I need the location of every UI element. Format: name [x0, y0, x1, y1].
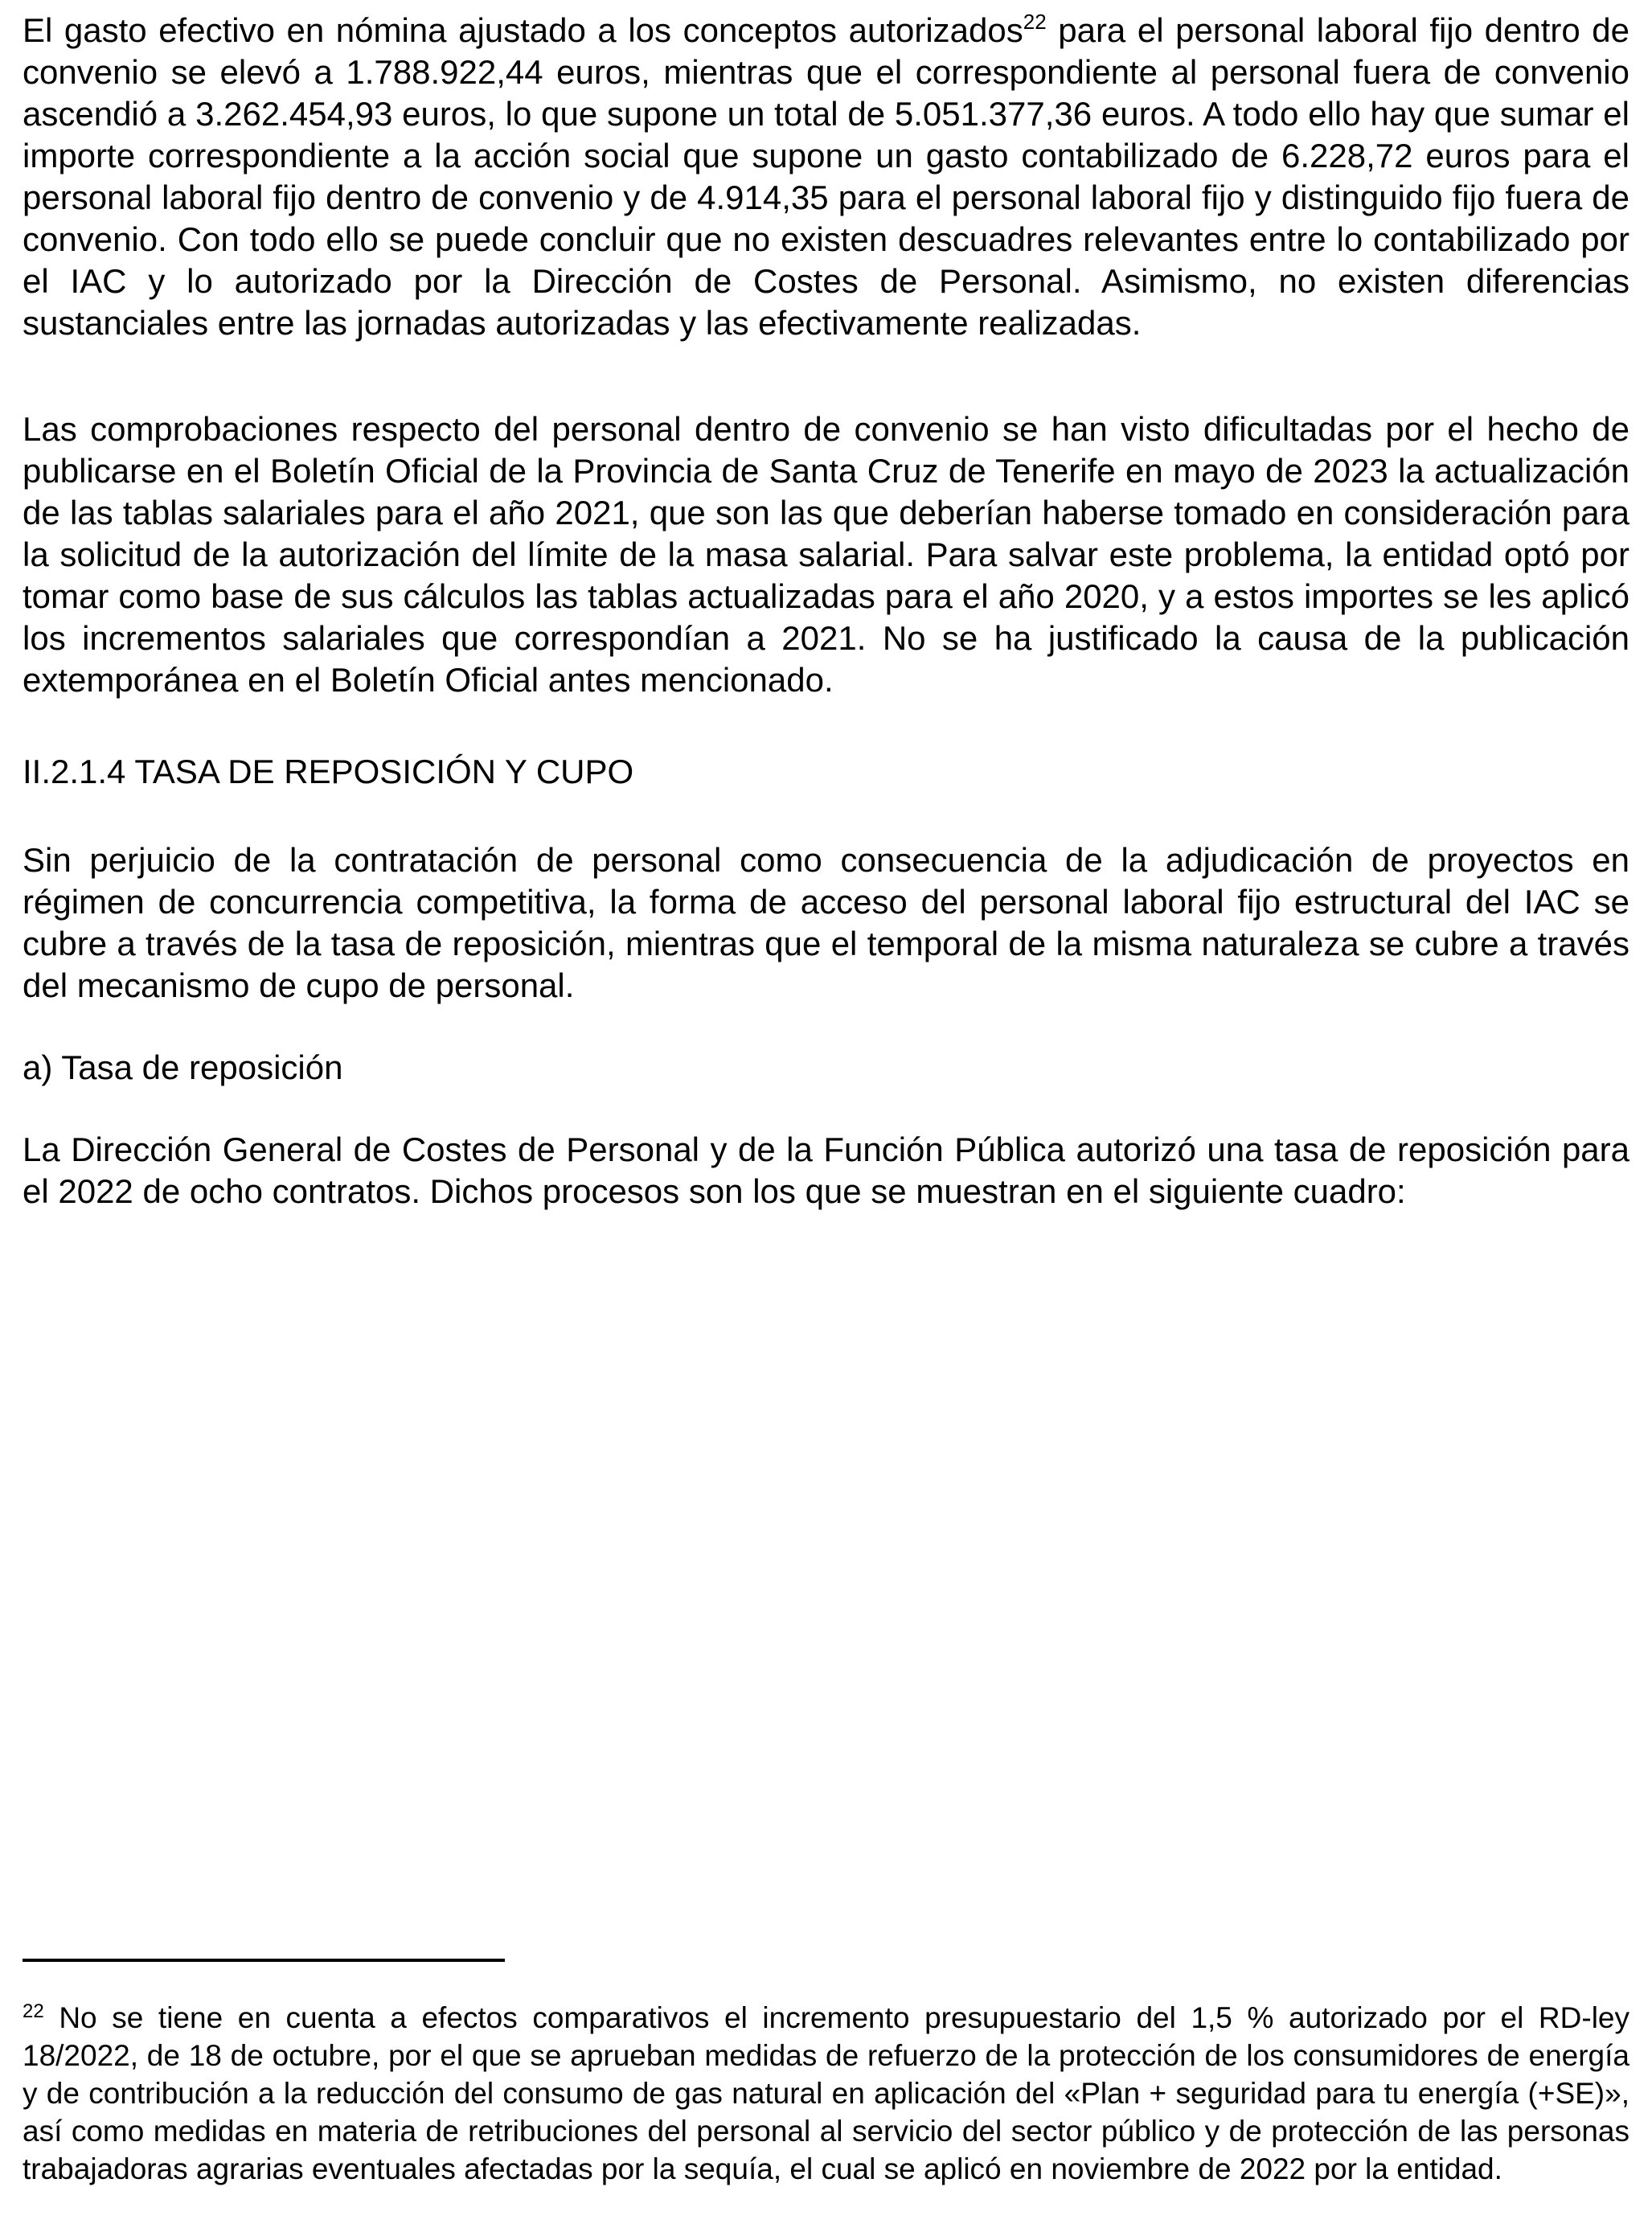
footnote-22-marker: 22	[23, 2000, 44, 2022]
footnote-22-text: No se tiene en cuenta a efectos comparativos el incremento presupuestario del 1,5 % autorizado por el RD-ley 18/2022, de 18 de octubre, por el que se aprueban medidas de refuerzo de la protección de los consumidores de energía y de contribución a la reducción del consumo de gas natural en aplicación del «Plan + seguridad para tu energía (+SE)», así como medidas en materia de retribuciones del personal al servicio del sector público y de protección de las personas trabajadoras agrarias eventuales afectadas por la sequía, el cual se aplicó en noviembre de 2022 por la entidad.	[23, 2001, 1629, 2185]
section-heading-tasa-reposicion-cupo: II.2.1.4 TASA DE REPOSICIÓN Y CUPO	[23, 753, 634, 790]
paragraph-payroll-expense-text-end: para el personal laboral fijo dentro de convenio se elevó a 1.788.922,44 euros, mientras que el correspondiente al personal fuera de convenio ascendió a 3.262.454,93 euros, lo que supone un total de 5.051.377,36 euros. A todo ello hay que sumar el importe correspondiente a la acción social que supone un gasto contabilizado de 6.228,72 euros para el personal laboral fijo dentro de convenio y de 4.914,35 para el personal laboral fijo y distinguido fijo fuera de convenio. Con todo ello se puede concluir que no existen descuadres relevantes entre lo contabilizado por el IAC y lo autorizado por la Dirección de Costes de Personal. Asimismo, no existen diferencias sustanciales entre las jornadas autorizadas y las efectivamente realizadas.	[23, 11, 1629, 342]
footnote-separator-line	[23, 1959, 505, 1962]
paragraph-replacement-rate-intro: Sin perjuicio de la contratación de personal como consecuencia de la adjudicación de proyectos en régimen de concurrencia competitiva, la forma de acceso del personal laboral fijo estructural del IAC se cubre a través de la tasa de reposición, mientras que el temporal de la misma naturaleza se cubre a través del mecanismo de cupo de personal.	[23, 841, 1629, 1004]
subheading-tasa-de-reposicion: a) Tasa de reposición	[23, 1048, 343, 1086]
paragraph-payroll-expense	[23, 10, 1629, 344]
paragraph-payroll-expense-text-start: El gasto efectivo en nómina ajustado a los conceptos autorizados	[23, 11, 1023, 49]
footnote-reference-22: 22	[1023, 10, 1047, 34]
footnote-22	[23, 1999, 1629, 2188]
footnote-area	[23, 1959, 1629, 2188]
paragraph-authorized-contracts: La Dirección General de Costes de Personal y de la Función Pública autorizó una tasa de reposición para el 2022 de ocho contratos. Dichos procesos son los que se muestran en el siguiente cuadro:	[23, 1130, 1629, 1210]
paragraph-verification-difficulties: Las comprobaciones respecto del personal dentro de convenio se han visto dificultadas por el hecho de publicarse en el Boletín Oficial de la Provincia de Santa Cruz de Tenerife en mayo de 2023 la actualización de las tablas salariales para el año 2021, que son las que deberían haberse tomado en consideración para la solicitud de la autorización del límite de la masa salarial. Para salvar este problema, la entidad optó por tomar como base de sus cálculos las tablas actualizadas para el año 2020, y a estos importes se les aplicó los incrementos salariales que correspondían a 2021. No se ha justificado la causa de la publicación extemporánea en el Boletín Oficial antes mencionado.	[23, 410, 1629, 699]
